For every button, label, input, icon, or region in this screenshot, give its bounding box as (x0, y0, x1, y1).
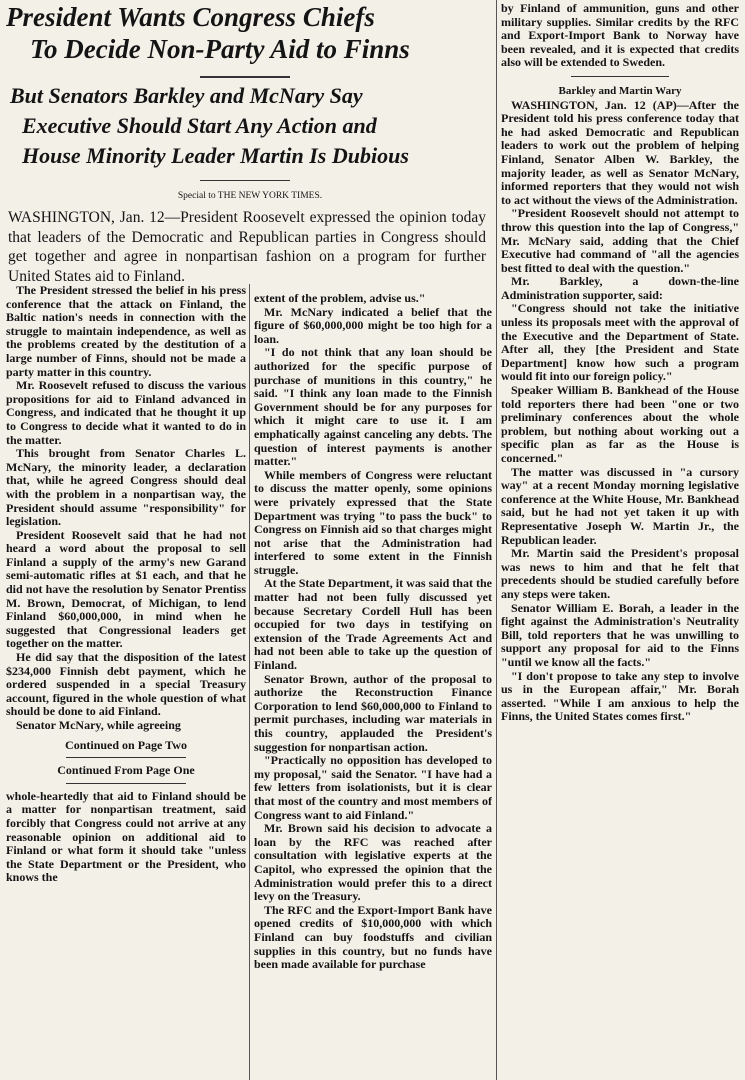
col3-paragraph: by Finland of ammunition, guns and other military supplies. Similar credits by the RFC and Export-Import Bank to Norway have been revealed, and it is expected that credits also will be extended to Sweden. (501, 2, 739, 70)
col1-paragraph: He did say that the disposition of the latest $234,000 Finnish debt payment, which he ordered suspended in a special Treasury account, figured in the whole question of what should be done to aid Finland. (6, 650, 246, 719)
subhead-divider (200, 180, 290, 181)
col1-paragraph: whole-heartedly that aid to Finland should be a matter for nonpartisan treatment, said forcibly that Congress could not arrive at any reasonable opinion on additional aid to Finland or what form it should take "unless the State Department or the President, who knows the (6, 788, 246, 885)
col1-paragraph: This brought from Senator Charles L. McNary, the minority leader, a declaration that, while he agreed Congress should deal with the problem in a nonpartisan way, the President should assume "responsibility" for legislation. (6, 446, 246, 529)
subhead-line-3: House Minority Leader Martin Is Dubious (22, 143, 409, 168)
col1-paragraph: President Roosevelt said that he had not heard a word about the proposal to sell Finland a supply of the army's new Garand semi-automatic rifles at $1 each, and that he did not have the resolution by Senator Prentiss M. Brown, Democrat, of Michigan, to lend Finland $60,000,000, in mind when he suggested that Congressional leaders get together on the matter. (6, 527, 246, 651)
col3-paragraph: Senator William E. Borah, a leader in the fight against the Administration's Neutrality Bill, told reporters that he was unwilling to support any proposal for aid to the Finns "until we know all the facts." (501, 600, 739, 669)
col2-paragraph: Mr. Brown said his decision to advocate a loan by the RFC was reached after consultation with legislative experts at the Capitol, who expressed the opinion that the Administration would prefer this to a direct levy on the Treasury. (254, 821, 492, 904)
col3-paragraph: Speaker William B. Bankhead of the House told reporters there had been "one or two preliminary conferences about the whole problem, but nothing about working out a specific plan as far as the House is concerned." (501, 383, 739, 465)
article-column-2 (254, 292, 492, 1080)
column-rule-2 (496, 0, 497, 1080)
continued-on-label: Continued on Page Two (65, 737, 187, 752)
col1-paragraph: Mr. Roosevelt refused to discuss the various propositions for aid to Finland advanced in Congress, and indicated that he thought it up to Congress to decide what it wanted to do in the matter. (6, 378, 246, 447)
article-column-1 (6, 284, 246, 1080)
continued-from-label: Continued From Page One (57, 763, 195, 778)
col3-paragraph: "I don't propose to take any step to involve us in the European affair," Mr. Borah asserted. "While I am anxious to help the Finns, the United States comes first." (501, 668, 739, 724)
col1-paragraph: Senator McNary, while agreeing (16, 718, 181, 732)
col2-paragraph: The RFC and the Export-Import Bank have opened credits of $10,000,000 with which Finland can buy foodstuffs and civilian supplies in this country, but no funds have been made available for purchase (254, 902, 492, 972)
article-column-3 (501, 2, 739, 1077)
col2-paragraph: While members of Congress were reluctant to discuss the matter openly, some opinions were privately expressed that the State Department was trying "to pass the buck" to Congress on Finnish aid so that charges might not arise that the Administration had interfered to some extent in the Finnish struggle. (254, 467, 492, 577)
col3-paragraph: WASHINGTON, Jan. 12 (AP)—After the President told his press conference today that he had asked Democratic and Republican leaders to work out the problem of helping Finland, Senator Alben W. Barkley, the majority leader, as well as Senator McNary, informed reporters that they would not wish to act without the views of the Administration. (501, 97, 739, 207)
col3-paragraph: Mr. Barkley, a down-the-line Administration supporter, said: (501, 274, 739, 302)
col2-paragraph: Senator Brown, author of the proposal to authorize the Reconstruction Finance Corporation to lend $60,000,000 to Finland to permit purchases, including war materials in this country, applauded the President's suggestion for nonpartisan action. (254, 671, 492, 754)
subhead-line-1: But Senators Barkley and McNary Say (10, 83, 363, 108)
headline-divider (200, 76, 290, 78)
subhead-line-2: Executive Should Start Any Action and (22, 113, 377, 138)
dateline-credit: Special to THE NEW YORK TIMES. (177, 191, 323, 201)
headline-line-2: To Decide Non-Party Aid to Finns (30, 34, 410, 64)
col3-subhead: Barkley and Martin Wary (558, 84, 682, 97)
col3-paragraph: "President Roosevelt should not attempt to throw this question into the lap of Congress," Mr. McNary said, adding that the Chief Executive had command of "all the agencies best fitted to deal with the question." (501, 206, 739, 275)
col3-paragraph: Mr. Martin said the President's proposal was news to him and that he felt that precedents should be studied carefully before any steps were taken. (501, 546, 739, 601)
col2-paragraph: "Practically no opposition has developed to my proposal," said the Senator. "I have had a few letters from isolationists, but it is clear that most of the country and most members of Congress want to aid Finland." (254, 753, 492, 822)
col2-paragraph: Mr. McNary indicated a belief that the figure of $60,000,000 might be too high for a loan. (254, 304, 492, 346)
lede-paragraph: WASHINGTON, Jan. 12—President Roosevelt expressed the opinion today that leaders of the Democratic and Republican parties in Congress should get together and agree in nonpartisan fashion on a program for further United States aid to Finland. (8, 209, 486, 285)
headline-line-1: President Wants Congress Chiefs (6, 2, 375, 32)
col1-paragraph: The President stressed the belief in his press conference that the attack on Finland, the Baltic nation's needs in connection with the struggle to maintain independence, as well as the problems created by the destitution of a large number of Finns, should not be made a party matter in this country. (6, 284, 246, 379)
col2-paragraph: At the State Department, it was said that the matter had not been fully discussed yet because Secretary Cordell Hull has been occupied for two days in testifying on extension of the Trade Agreements Act and had not been able to take up the question of Finland. (254, 576, 492, 673)
col3-paragraph: "Congress should not take the initiative unless its proposals meet with the approval of the Executive and the Department of State. After all, they [the President and State Department] know how such a program would fit into our foreign policy." (501, 301, 739, 384)
col3-paragraph: The matter was discussed in "a cursory way" at a recent Monday morning legislative conference at the White House, Mr. Bankhead said, but he had not yet taken it up with Representative Joseph W. Martin Jr., the Republican leader. (501, 464, 739, 547)
col2-paragraph: extent of the problem, advise us." (254, 292, 426, 305)
column-rule-1 (249, 284, 250, 1080)
col2-paragraph: "I do not think that any loan should be authorized for the specific purpose of purchase of munitions in this country," he said. "I think any loan made to the Finnish Government should be for any purposes for which it might care to use it. I am emphatically against canceling any debts. The question of interest payments is another matter." (254, 345, 492, 469)
